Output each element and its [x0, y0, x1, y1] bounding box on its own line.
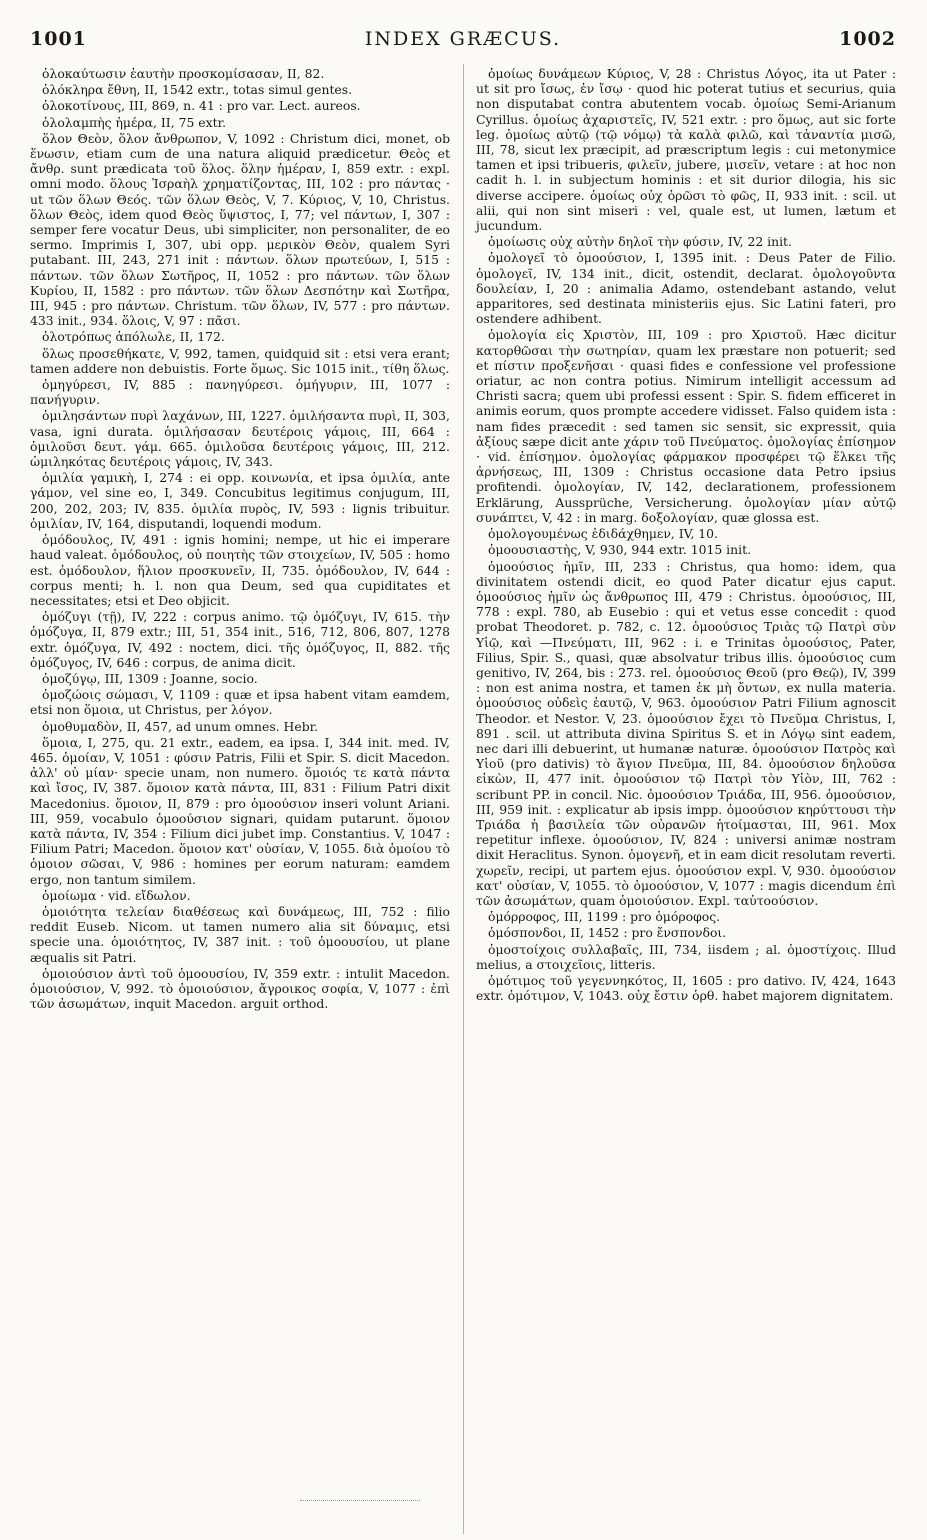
right-column: [476, 66, 896, 1012]
index-entry: ὅμοια, I, 275, qu. 21 extr., eadem, ea ipsa. I, 344 init. med. IV, 465. ὁμοίαν, V, 1051 : φύσιν Patris, Filii et Spir. S. dicit Macedon. ἀλλ' οὐ μίαν· specie unam, non numero. ὅμοιός τε κατὰ πάντα καὶ ἴσος, IV, 387. ὅμοιον κατὰ πάντα, III, 831 : Filium Patri dixit Macedonius. ὅμοιον, II, 879 : pro ὁμοούσιον inseri volunt Ariani. III, 959, vocabulo ὁμοούσιον signari, quidam putarunt. ὅμοιον κατὰ πάντα, IV, 354 : Filium dici jubet imp. Constantius. V, 1047 : Filium Patri; Macedon. ὅμοιον κατ' οὐσίαν, V, 1055. διὰ ὁμοίου τὸ ὁμοιον σῶσαι, V, 986 : homines per eorum naturam: eamdem ergo, non tantum similem.: [30, 734, 450, 887]
index-entry: ὁμόζυγι (τῇ), IV, 222 : corpus animo. τῷ ὁμόζυγι, IV, 615. τὴν ὁμόζυγα, II, 879 extr.; III, 51, 354 init., 516, 712, 806, 807, 1278 extr. ὁμόζυγα, IV, 492 : noctem, dici. τῆς ὁμόζυγος, II, 882. τῆς ὁμόζυγος, IV, 646 : corpus, de anima dicit.: [30, 609, 450, 670]
page-number-left: 1001: [30, 28, 87, 50]
index-entry: ὁμολογία εἰς Χριστὸν, III, 109 : pro Χριστοῦ. Hæc dicitur κατορθῶσαι τὴν σωτηρίαν, quam lex præstare non potuerit; sed et πίστιν προξενῆσαι · quasi fides e confessione vel professione oriatur, ac non contra potius. Nimirum intelligit accessum ad Christi sacra; quem ubi professi essent : Spir. S. fidem efficeret in animis eorum, quos prompte accedere vidisset. Falso quidem ista : nam fides præcedit : sed tamen sic sensit, sic expressit, quia ἀξίους sæpe dicit ante χάριν τοῦ Πνεύματος. ὁμολογίας ἐπίσημον · vid. ἐπίσημον. ὁμολογίας φάρμακον προσφέρει τῷ ἕλκει τῆς ἀρνήσεως, III, 1309 : Christus occasione data Petro ipsius profitendi. ὁμολογίαν, IV, 142, declarationem, professionem Erklärung, Aussprüche, Versicherung. ὁμολογίαν μίαν αὐτῷ συνάπτει, V, 42 : in marg. δοξολογίαν, quæ glossa est.: [476, 327, 896, 525]
index-entry: ὁλοτρόπως ἀπόλωλε, II, 172.: [42, 329, 225, 345]
index-entry: ὁλοκοτίνους, III, 869, n. 41 : pro var. Lect. aureos.: [42, 98, 361, 114]
index-entry: ὁμοζώοις σώμασι, V, 1109 : quæ et ipsa habent vitam eamdem, etsi non ὅμοια, ut Christus, per λόγον.: [30, 687, 450, 718]
index-entry: ὁμοιούσιον ἀντὶ τοῦ ὁμοουσίου, IV, 359 extr. : intulit Macedon. ὁμοιούσιον, V, 992. τὸ ὁμοιούσιον, ἄγροικος σοφία, V, 1077 : ἐπὶ τῶν ἀσωμάτων, inquit Macedon. arguit orthod.: [30, 965, 450, 1012]
index-entry: ὁμοούσιος ἡμῖν, III, 233 : Christus, qua homo: idem, qua divinitatem ostendi dicit, eo quod Pater dicatur ejus caput. ὁμοούσιος ἡμῖν ὡς ἄνθρωπος III, 479 : Christus. ὁμοούσιος, III, 778 : expl. 780, ab Eusebio : qui et vetus esse concedit : quod probat Theodoret. p. 782, c. 12. ὁμοούσιος Τριὰς τῷ Πατρὶ σὺν Υἱῷ, καὶ —Πνεύματι, III, 962 : i. e Trinitas ὁμοούσιος, Pater, Filius, Spir. S., quasi, quæ absolvatur tribus illis. ὁμοούσιος cum genitivo, IV, 264, bis : 273. rel. ὁμοούσιος Θεοῦ (pro Θεῷ), IV, 399 : non est anima nostra, et tamen ἐκ μὴ ὄντων, ex nulla materia. ὁμοούσιος οὐδεὶς ἑαυτῷ, V, 963. ὁμοούσιον Patri Filium agnoscit Theodor. et Nestor. V, 23. ὁμοούσιον ἔχει τὸ Πνεῦμα Christus, I, 891 . scil. ut attributa divina Spiritus S. et in Λόγῳ sint eadem, nec dari illi debuerint, ut humanæ naturæ. ὁμοούσιον Πατρὸς καὶ Υἱοῦ (pro dativis) τὸ ἅγιον Πνεῦμα, III, 84. ὁμοούσιον δηλοῦσα εἰκὼν, II, 477 init. ὁμοούσιον τῷ Πατρὶ τὸν Υἱὸν, III, 762 : scribunt PP. in concil. Nic. ὁμοούσιον Τριάδα, III, 956. ὁμοούσιον, III, 959 init. : explicatur ab ipsis impp. ὁμοούσιον κηρύττουσι τὴν Τριάδα ἡ βασιλεία τῶν οὐρανῶν ἡτοίμασται, III, 961. Mox repetitur inflexe. ὁμοούσιον, IV, 824 : universi animæ nostram dixit Heraclitus. Synon. ὁμογενῆ, et in eam dicit resolutam reverti. χωρεῖν, recipi, ut partem ejus. ὁμοούσιον expl. V, 930. ὁμοούσιον κατ' οὐσίαν, V, 1055. τὸ ὁμοούσιον, V, 1077 : magis dicendum ἐπὶ τῶν ἀσωμάτων, quam ὁμοιούσιον. Expl. ταὐτοούσιον.: [476, 558, 896, 908]
index-entry: ὁμοζύγῳ, III, 1309 : Joanne, socio.: [42, 670, 258, 686]
index-entry: ὁμηγύρεσι, IV, 885 : πανηγύρεσι. ὁμήγυριν, III, 1077 : πανήγυριν.: [30, 377, 450, 408]
index-entry: ὁμιλησάντων πυρὶ λαχάνων, III, 1227. ὁμιλήσαντα πυρὶ, II, 303, vasa, igni durata. ὁμιλήσασαν δευτέροις γάμοις, III, 664 : ὁμιλοῦσι δευτ. γάμ. 665. ὁμιλοῦσα δευτέροις γάμοις, III, 212. ὡμιληκότας δευτέροις γάμοις, IV, 343.: [30, 408, 450, 470]
left-column: [30, 66, 450, 1012]
index-entry: ὁμοίωμα · vid. εἴδωλον.: [42, 887, 191, 903]
index-entry: ὁμότιμος τοῦ γεγεννηκότος, II, 1605 : pro dativo. IV, 424, 1643 extr. ὁμότιμον, V, 1043. οὐχ ἔστιν ὁρθ. habet majorem dignitatem.: [476, 972, 896, 1004]
index-entry: ὁμιλία γαμικὴ, I, 274 : ei opp. κοινωνία, et ipsa ὁμιλία, ante γάμον, vel sine eo, I, 349. Concubitus legitimus conjugum, III, 200, 202, 203; IV, 835. ὁμιλία πυρὸς, IV, 593 : lignis tribuitur. ὁμιλίαν, IV, 164, disputandi, loquendi modum.: [30, 470, 450, 531]
index-entry: ὅλως προσεθήκατε, V, 992, tamen, quidquid sit : etsi vera erant; tamen addere non debuistis. Forte ὅμως. Sic 1015 init., τίθη ὅλως.: [30, 345, 450, 376]
index-entry: ὁμοίως δυνάμεων Κύριος, V, 28 : Christus Λόγος, ita ut Pater : ut sit pro ἴσως, ἐν ἴσῳ · quod hic poterat tutius et securius, quia non disputabat contra abutentem vocab. ὁμοίως Semi-Arianum Cyrillus. ὁμοίως ἀχαριστεῖς, IV, 521 extr. : pro ὅμως, aut sic forte leg. ὁμοίως αὐτῷ (τῷ νόμῳ) τὰ καλὰ φιλῶ, καὶ τἀναντία μισῶ, III, 78, sicut lex præcipit, ad præscriptum legis : cui metonymice tamen et ipsi tribueris, φιλεῖν, jubere, μισεῖν, vetare : at hoc non cadit h. l. in subjectum hominis : et sit durior dilogia, his sic diverse accipere. ὁμοίως οὐχ ὁρῶσι τὸ φῶς, II, 933 init. : scil. ut alii, qui non sint miseri : vel, quale est, ut lumen, lætum et jucundum.: [476, 66, 896, 234]
index-entry: ὁμολογουμένως ἐδιδάχθημεν, IV, 10.: [488, 526, 718, 542]
index-entry: ὁμοουσιαστὴς, V, 930, 944 extr. 1015 init.: [488, 542, 752, 558]
page: [30, 28, 896, 1012]
running-title: INDEX GRÆCUS.: [364, 28, 562, 50]
index-entry: ὁμολογεῖ τὸ ὁμοούσιον, I, 1395 init. : Deus Pater de Filio. ὁμολογεῖ, IV, 134 init., dicit, ostendit, declarat. ὁμολογοῦντα δουλείαν, I, 20 : animalia Adamo, ostendebant astando, velut apparitores, sed destinata ministeriis ejus. Sic Latini fateri, pro ostendere adhibent.: [476, 250, 896, 327]
bottom-rule: [300, 1500, 420, 1503]
index-entry: ὁμοιότητα τελείαν διαθέσεως καὶ δυνάμεως, III, 752 : filio reddit Euseb. Nicom. ut tamen numero alia sit δύναμις, etsi specie una. ὁμοιότητος, IV, 387 init. : τοῦ ὁμοουσίου, ut plane æqualis sit Patri.: [30, 903, 450, 965]
index-entry: ὁμοίωσις οὐχ αὐτὴν δηλοῖ τὴν φύσιν, IV, 22 init.: [488, 234, 792, 250]
index-entry: ὁμόδουλος, IV, 491 : ignis homini; nempe, ut hic ei imperare haud valeat. ὁμόδουλος, οὐ ποιητὴς τῶν στοιχείων, IV, 505 : homo est. ὁμόδουλον, ἥλιον προσκυνεῖν, II, 735. ὁμόδουλον, IV, 644 : corpus menti; h. l. non qua Deum, sed qua cupiditates et necessitates; etsi et Deo objicit.: [30, 532, 450, 608]
index-entry: ὁλολαμπὴς ἡμέρα, II, 75 extr.: [42, 114, 227, 130]
text-columns: [30, 66, 896, 1012]
index-entry: ὁμόρροφος, III, 1199 : pro ὁμόροφος.: [488, 909, 721, 925]
index-entry: ὁλοκαύτωσιν ἑαυτὴν προσκομίσασαν, II, 82.: [42, 66, 325, 81]
index-entry: ὁμοστοίχοις συλλαβαῖς, III, 734, iisdem ; al. ὁμοστίχοις. Illud melius, a στοιχεῖοις, litteris.: [476, 941, 896, 972]
index-entry: ὅλον Θεὸν, ὅλον ἄνθρωπον, V, 1092 : Christum dici, monet, ob ἕνωσιν, etiam cum de una natura aliquid prædicetur. Θεὸς et ἄνθρ. sunt prædicata τοῦ ὅλος. ὅλην ἡμέραν, I, 859 extr. : expl. omni modo. ὅλους Ἰσραὴλ χρηματίζοντας, III, 102 : pro πάντας · ut τῶν ὅλων Θεός. τῶν ὅλων Θεὸς, V, 7. Κύριος, V, 10, Christus. ὅλων Θεὸς, idem quod Θεὸς ὕψιστος, I, 77; vel πάντων, I, 307 : semper fere vocatur Deus, ubi simpliciter, non personaliter, de eo sermo. Imprimis I, 307, ubi opp. μερικὸν Θεὸν, qualem Syri putabant. III, 243, 271 init : πάντων. ὅλων πρωτεύων, I, 515 : πάντων. τῶν ὅλων Σωτῆρος, II, 1052 : pro πάντων. τῶν ὅλων Κυρίου, II, 1582 : pro πάντων. τῶν ὅλων Δεσπότην καὶ Σωτῆρα, III, 945 : pro πάντων. Christum. τῶν ὅλων, IV, 577 : pro πάντων. 433 init., 934. ὅλοις, V, 97 : πᾶσι.: [30, 130, 450, 329]
index-entry: ὁμοθυμαδὸν, II, 457, ad unum omnes. Hebr.: [42, 718, 319, 734]
page-number-right: 1002: [839, 28, 896, 50]
index-entry: ὁμόσπονδοι, II, 1452 : pro ἔνσπονδοι.: [488, 925, 727, 941]
index-entry: ὁλόκληρα ἔθνη, II, 1542 extr., totas simul gentes.: [42, 82, 353, 98]
page-header: [30, 28, 896, 54]
